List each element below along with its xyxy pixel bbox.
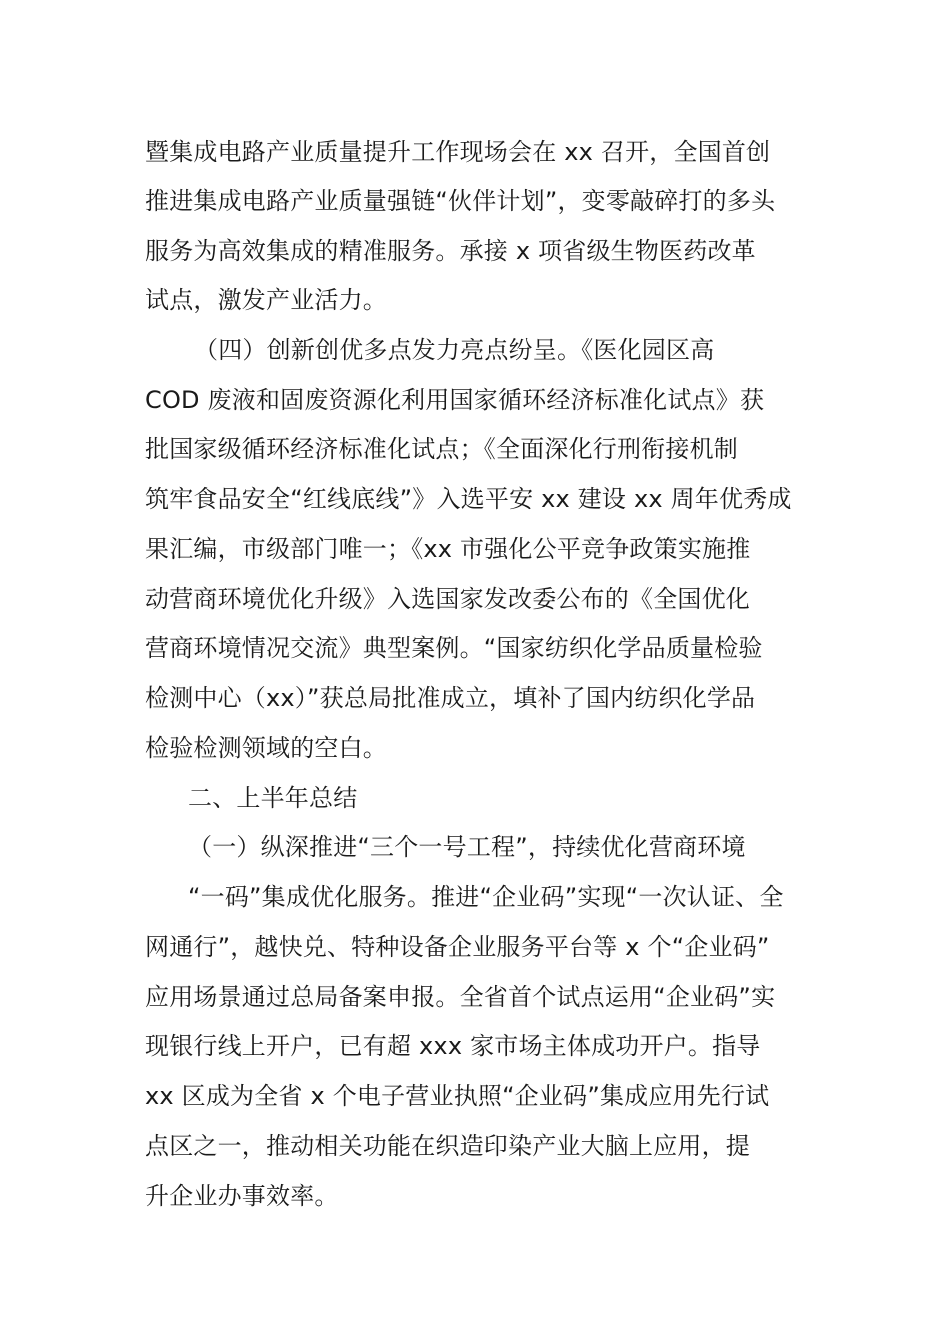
text-line-19: 现银行线上开户，已有超 xxx 家市场主体成功开户。指导 [145,1032,761,1060]
text-line-8: 筑牢食品安全“红线底线”》入选平安 xx 建设 xx 周年优秀成 [145,485,792,513]
text-line-12: 检测中心（xx）”获总局批准成立，填补了国内纺织化学品 [145,684,756,712]
section-heading-4: （四）创新创优多点发力亮点纷呈。《医化园区高 [194,336,715,364]
text-line-11: 营商环境情况交流》典型案例。“国家纺织化学品质量检验 [145,634,763,662]
text-line-17: 网通行”，越快兑、特种设备企业服务平台等 x 个“企业码” [145,933,770,961]
subsection-heading-1: （一）纵深推进“三个一号工程”，持续优化营商环境 [188,833,746,861]
text-line-6: COD 废液和固废资源化利用国家循环经济标准化试点》获 [145,386,765,414]
text-line-22: 升企业办事效率。 [145,1182,339,1210]
text-line-18: 应用场景通过总局备案申报。全省首个试点运用“企业码”实 [145,983,776,1011]
text-line-10: 动营商环境优化升级》入选国家发改委公布的《全国优化 [145,585,750,613]
section-heading-2: 二、上半年总结 [188,784,358,812]
text-line-9: 果汇编，市级部门唯一；《xx 市强化公平竞争政策实施推 [145,535,751,563]
text-line-13: 检验检测领域的空白。 [145,734,387,762]
text-line-16: “一码”集成优化服务。推进“企业码”实现“一次认证、全 [188,883,784,911]
text-line-21: 点区之一，推动相关功能在织造印染产业大脑上应用，提 [145,1132,750,1160]
text-line-20: xx 区成为全省 x 个电子营业执照“企业码”集成应用先行试 [145,1082,770,1110]
text-line-3: 服务为高效集成的精准服务。承接 x 项省级生物医药改革 [145,237,756,265]
text-line-4: 试点，激发产业活力。 [145,286,387,314]
text-line-2: 推进集成电路产业质量强链“伙伴计划”，变零敲碎打的多头 [145,187,776,215]
text-line-1: 暨集成电路产业质量提升工作现场会在 xx 召开，全国首创 [145,138,771,166]
text-line-7: 批国家级循环经济标准化试点；《全面深化行刑衔接机制 [145,435,738,463]
